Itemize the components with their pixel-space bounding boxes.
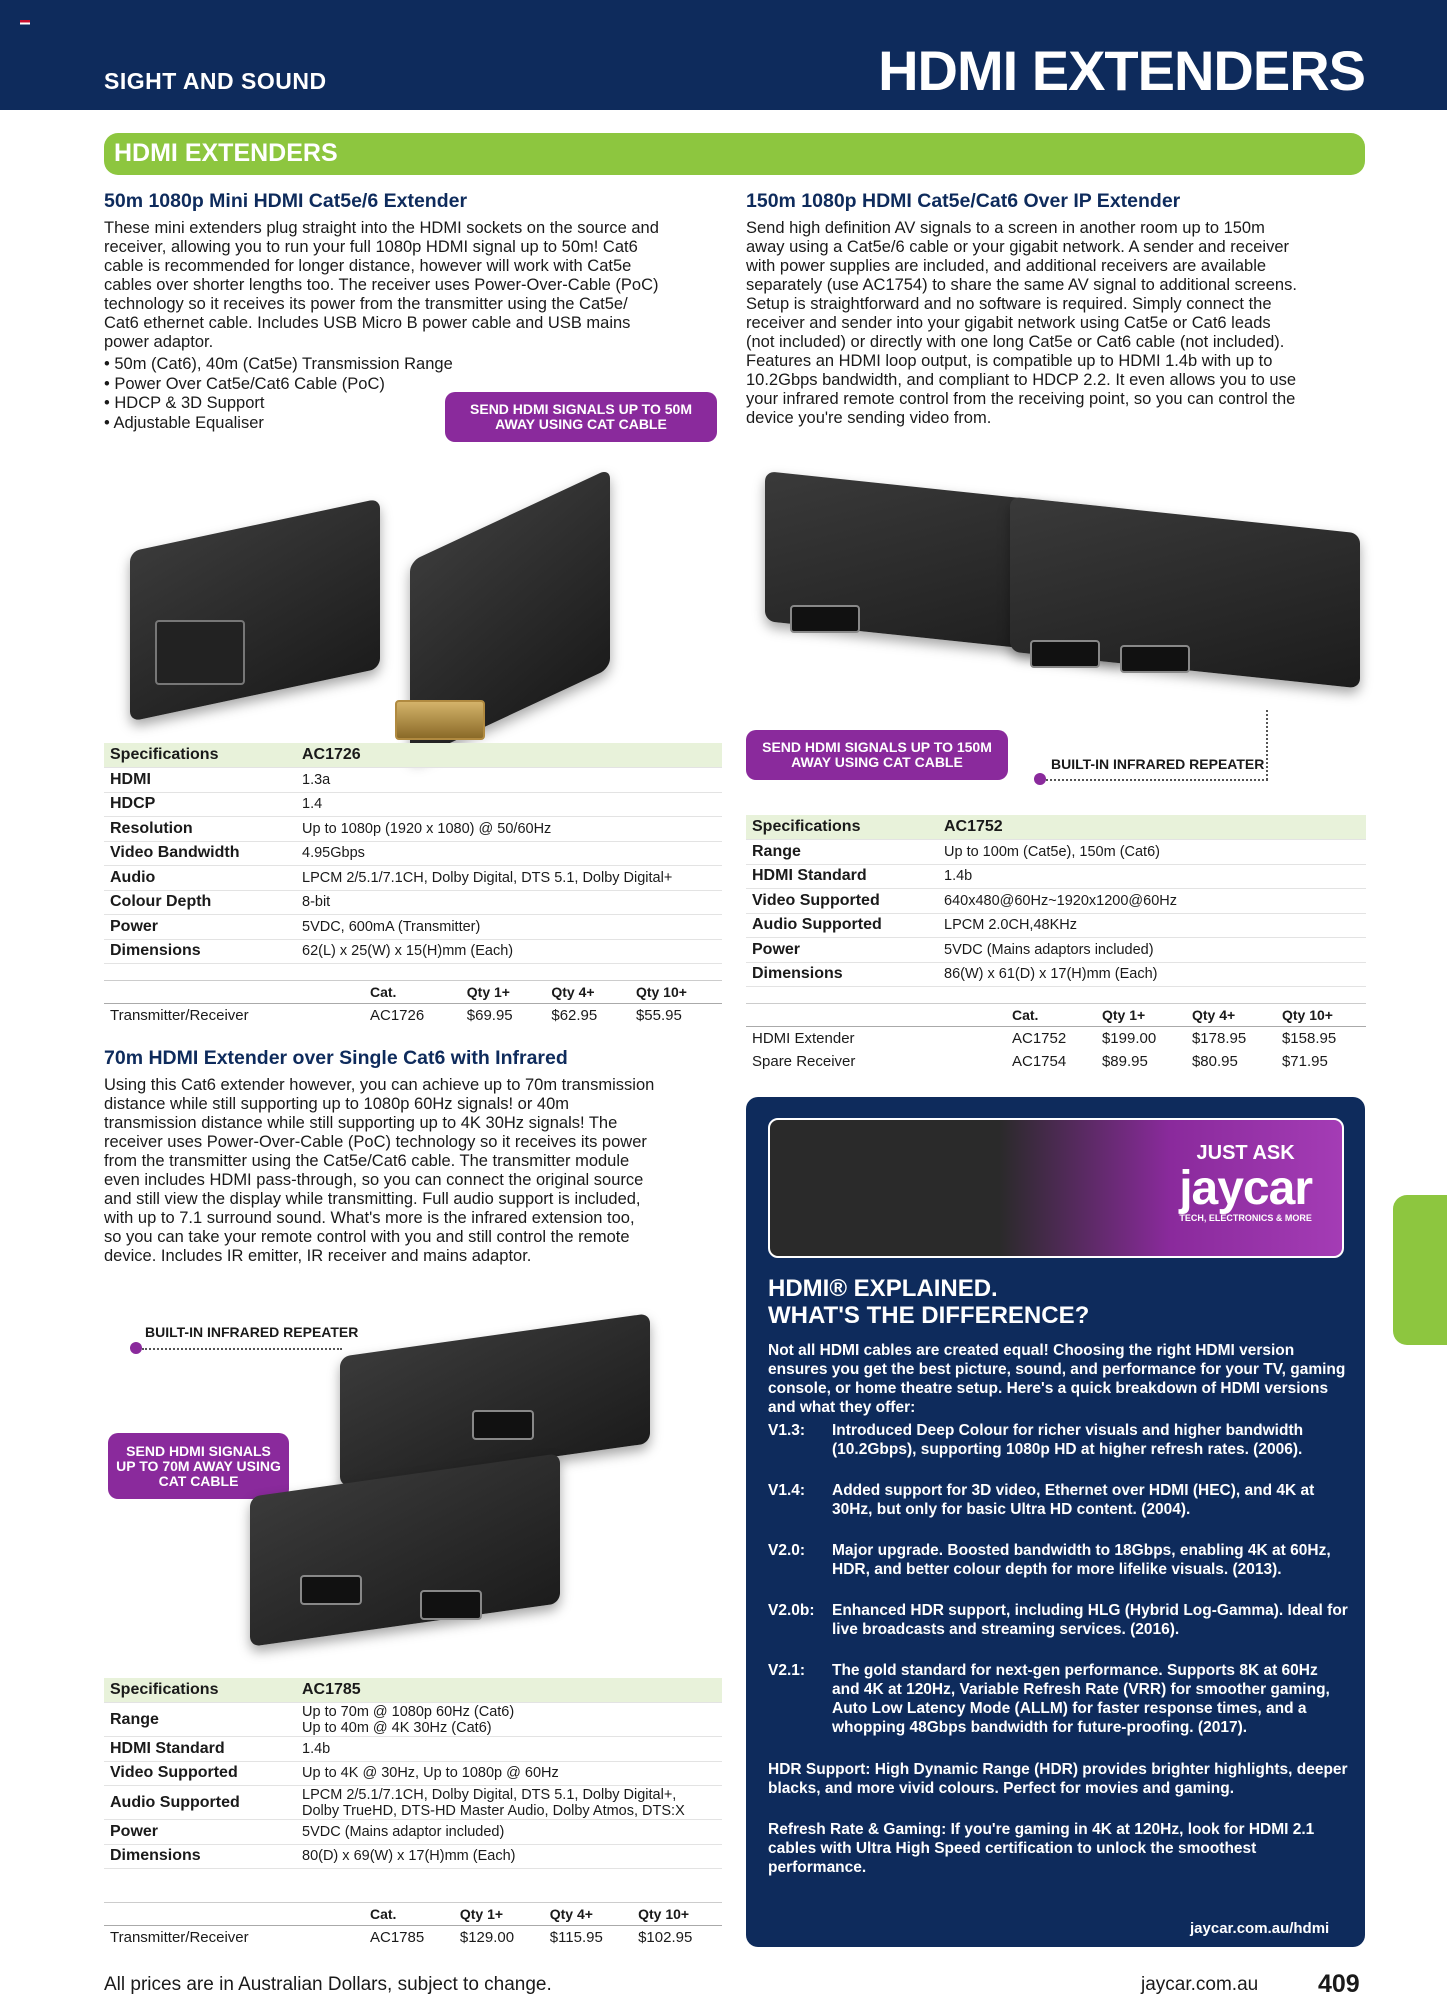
product-title: 70m HDMI Extender over Single Cat6 with Infrared xyxy=(104,1047,568,1069)
price-table xyxy=(746,1003,1366,1073)
version-item xyxy=(768,1661,1348,1737)
price-value: $102.95 xyxy=(632,1926,722,1949)
price-item: Transmitter/Receiver xyxy=(104,1926,364,1949)
feature-badge: SEND HDMI SIGNALS UP TO 150M AWAY USING CAT CABLE xyxy=(746,730,1008,780)
version-text: Major upgrade. Boosted bandwidth to 18Gbps, enabling 4K at 60Hz, HDR, and better colour depth for more lifelike visuals. (2013). xyxy=(832,1542,1331,1578)
spec-row xyxy=(104,1761,722,1786)
spec-value: 62(L) x 25(W) x 15(H)mm (Each) xyxy=(296,939,722,964)
spec-value: 1.4b xyxy=(296,1737,722,1762)
price-header: Qty 1+ xyxy=(454,1903,544,1926)
price-value: $71.95 xyxy=(1281,1052,1328,1070)
price-table xyxy=(104,980,722,1027)
spec-row xyxy=(104,939,722,964)
price-header: Cat. xyxy=(364,1903,454,1926)
spec-row xyxy=(104,915,722,940)
spec-value: Up to 4K @ 30Hz, Up to 1080p @ 60Hz xyxy=(296,1761,722,1786)
price-header: Qty 10+ xyxy=(1276,1004,1366,1027)
price-value: $69.95 xyxy=(461,1004,546,1027)
version-label: V2.0b: xyxy=(768,1602,815,1619)
spec-value: 1.3a xyxy=(296,768,722,793)
spec-value: 5VDC (Mains adaptors included) xyxy=(938,938,1366,963)
price-item: Transmitter/Receiver xyxy=(104,1004,364,1027)
price-row xyxy=(104,1926,722,1949)
jaycar-logo xyxy=(1179,1142,1312,1223)
spec-key: Dimensions xyxy=(104,1844,296,1869)
page-title: HDMI EXTENDERS xyxy=(878,39,1365,102)
version-item xyxy=(768,1601,1348,1639)
spec-key: Range xyxy=(104,1703,296,1737)
price-value: $199.00 xyxy=(1096,1027,1186,1050)
spec-row xyxy=(104,890,722,915)
version-label: V2.0: xyxy=(768,1542,806,1559)
product-description: These mini extenders plug straight into the HDMI sockets on the source and receiver, allowing you to run your full 1080p HDMI signal up to 50m! Cat6 cable is recommended for longer distance, however will work with Cat5e cables over shorter lengths too. The receiver uses Power-Over-Cable (PoC) technology so it receives its power from the transmitter using the Cat5e/ Cat6 ethernet cable. Includes USB Micro B power cable and USB mains power adaptor. xyxy=(104,219,659,351)
spec-value: Up to 100m (Cat5e), 150m (Cat6) xyxy=(938,840,1366,865)
price-header: Qty 1+ xyxy=(461,981,546,1004)
hdr-note: HDR Support: High Dynamic Range (HDR) provides brighter highlights, deeper blacks, and more vivid colours. Perfect for movies and gaming. xyxy=(768,1761,1348,1797)
spec-key: Power xyxy=(104,1820,296,1845)
logo-text: jaycar xyxy=(1179,1162,1312,1215)
price-header: Qty 1+ xyxy=(1096,1004,1186,1027)
page-number: 409 xyxy=(1318,1970,1360,1998)
spec-key: Audio Supported xyxy=(746,913,938,938)
price-item: Spare Receiver xyxy=(752,1052,856,1070)
version-item xyxy=(768,1481,1348,1519)
price-header: Qty 10+ xyxy=(630,981,722,1004)
feature-item: • 50m (Cat6), 40m (Cat5e) Transmission Range xyxy=(104,355,453,373)
spec-cat: AC1726 xyxy=(296,743,722,768)
spec-row xyxy=(104,866,722,891)
spec-value: 86(W) x 61(D) x 17(H)mm (Each) xyxy=(938,962,1366,987)
price-header xyxy=(746,1004,1006,1027)
section-tab xyxy=(1393,1195,1447,1345)
just-ask-label: JUST ASK xyxy=(1196,1142,1295,1164)
price-value: $115.95 xyxy=(544,1926,632,1949)
price-header xyxy=(104,1903,364,1926)
price-value: $158.95 xyxy=(1276,1027,1366,1050)
spec-value: 5VDC, 600mA (Transmitter) xyxy=(296,915,722,940)
product-image xyxy=(110,455,720,755)
spec-key: Resolution xyxy=(104,817,296,842)
product-title: 50m 1080p Mini HDMI Cat5e/6 Extender xyxy=(104,190,468,212)
promo-intro: Not all HDMI cables are created equal! Choosing the right HDMI version ensures you get the best picture, sound, and performance for your TV, gaming console, or home theatre setup. Here's a quick breakdown of HDMI versions and what they offer: xyxy=(768,1342,1346,1416)
site-url[interactable]: jaycar.com.au xyxy=(1141,1974,1259,1995)
section-label: SIGHT AND SOUND xyxy=(104,68,327,94)
jaycar-banner xyxy=(768,1118,1344,1258)
spec-row xyxy=(104,1786,722,1820)
spec-value: 5VDC (Mains adaptor included) xyxy=(296,1820,722,1845)
spec-header: Specifications xyxy=(104,1678,296,1703)
refresh-note: Refresh Rate & Gaming: If you're gaming in 4K at 120Hz, look for HDMI 2.1 cables with Ultra High Speed certification to unlock the smoothest performance. xyxy=(768,1821,1315,1876)
spec-value: LPCM 2/5.1/7.1CH, Dolby Digital, DTS 5.1, Dolby Digital+ xyxy=(296,866,722,891)
feature-item: • Power Over Cat5e/Cat6 Cable (PoC) xyxy=(104,374,385,393)
feature-list xyxy=(104,355,453,433)
feature-item: • HDCP & 3D Support xyxy=(104,394,265,412)
price-row xyxy=(104,1004,722,1027)
spec-row xyxy=(104,817,722,842)
spec-value: LPCM 2.0CH,48KHz xyxy=(938,913,1366,938)
spec-row xyxy=(746,913,1366,938)
price-header: Qty 10+ xyxy=(632,1903,722,1926)
price-header: Qty 4+ xyxy=(545,981,630,1004)
spec-row xyxy=(104,1820,722,1845)
spec-key: Colour Depth xyxy=(104,890,296,915)
leader-line xyxy=(1046,779,1268,781)
feature-badge: SEND HDMI SIGNALS UP TO 50M AWAY USING CAT CABLE xyxy=(445,392,717,442)
price-row xyxy=(746,1050,1366,1073)
price-cat: AC1752 xyxy=(1006,1027,1096,1050)
version-label: V1.3: xyxy=(768,1422,806,1439)
spec-row xyxy=(104,1703,722,1737)
product-image xyxy=(760,455,1365,705)
category-title: HDMI EXTENDERS xyxy=(114,139,338,167)
spec-table xyxy=(104,743,722,964)
promo-link[interactable]: jaycar.com.au/hdmi xyxy=(1190,1920,1330,1937)
spec-key: Audio Supported xyxy=(104,1786,296,1820)
spec-key: Power xyxy=(104,915,296,940)
version-item xyxy=(768,1541,1348,1579)
feature-item: • Adjustable Equaliser xyxy=(104,413,264,432)
price-table xyxy=(104,1902,722,1949)
price-cat: AC1726 xyxy=(364,1004,461,1027)
spec-key: Dimensions xyxy=(746,962,938,987)
spec-value: 640x480@60Hz~1920x1200@60Hz xyxy=(938,889,1366,914)
version-label: V2.1: xyxy=(768,1662,806,1679)
price-cat: AC1754 xyxy=(1012,1052,1067,1070)
spec-row xyxy=(104,792,722,817)
version-text: Introduced Deep Colour for richer visuals and higher bandwidth (10.2Gbps), supporting 1080p HD at higher refresh rates. (2006). xyxy=(832,1422,1304,1458)
spec-value: 1.4b xyxy=(938,864,1366,889)
version-text: The gold standard for next-gen performance. Supports 8K at 60Hz and 4K at 120Hz, Variable Refresh Rate (VRR) for smoother gaming, Auto Low Latency Mode (ALLM) for faster response times, and a whopping 48Gbps bandwidth for future-proofing. (2017). xyxy=(832,1662,1330,1736)
price-note: All prices are in Australian Dollars, subject to change. xyxy=(104,1974,552,1995)
marker-dot-icon xyxy=(1034,773,1046,785)
spec-key: Audio xyxy=(104,866,296,891)
logo-tagline: TECH, ELECTRONICS & MORE xyxy=(1179,1213,1312,1223)
product-image xyxy=(240,1305,720,1655)
marker-dot-icon xyxy=(130,1342,142,1354)
price-item: HDMI Extender xyxy=(746,1027,1006,1050)
price-cat: AC1785 xyxy=(364,1926,454,1949)
spec-key: HDMI Standard xyxy=(104,1737,296,1762)
promo-heading: HDMI® EXPLAINED. WHAT'S THE DIFFERENCE? xyxy=(768,1275,1090,1329)
spec-value: 4.95Gbps xyxy=(296,841,722,866)
spec-key: Dimensions xyxy=(104,939,296,964)
spec-row xyxy=(104,1844,722,1869)
spec-row xyxy=(746,864,1366,889)
price-value: $178.95 xyxy=(1186,1027,1276,1050)
version-text: Enhanced HDR support, including HLG (Hybrid Log-Gamma). Ideal for live broadcasts and streaming services. (2016). xyxy=(832,1602,1348,1638)
price-value: $55.95 xyxy=(630,1004,722,1027)
category-band xyxy=(104,133,1365,175)
spec-cat: AC1785 xyxy=(296,1678,722,1703)
product-title: 150m 1080p HDMI Cat5e/Cat6 Over IP Extender xyxy=(746,190,1181,212)
feature-badge: SEND HDMI SIGNALS UP TO 70M AWAY USING CAT CABLE xyxy=(108,1433,289,1499)
spec-header: Specifications xyxy=(746,815,938,840)
spec-table xyxy=(104,1678,722,1869)
price-header: Cat. xyxy=(364,981,461,1004)
spec-key: Range xyxy=(746,840,938,865)
spec-row xyxy=(746,840,1366,865)
ir-repeater-label: BUILT-IN INFRARED REPEATER xyxy=(145,1324,359,1340)
price-value: $129.00 xyxy=(454,1926,544,1949)
spec-key: HDCP xyxy=(104,792,296,817)
ir-repeater-label: BUILT-IN INFRARED REPEATER xyxy=(1051,756,1265,772)
version-text: Added support for 3D video, Ethernet over HDMI (HEC), and 4K at 30Hz, but only for basic Ultra HD content. (2004). xyxy=(832,1482,1315,1518)
spec-row xyxy=(746,889,1366,914)
spec-key: HDMI Standard xyxy=(746,864,938,889)
spec-value: LPCM 2/5.1/7.1CH, Dolby Digital, DTS 5.1, Dolby Digital+, Dolby TrueHD, DTS-HD Master Audio, Dolby Atmos, DTS:X xyxy=(296,1786,722,1820)
price-header: Cat. xyxy=(1006,1004,1096,1027)
spec-key: Power xyxy=(746,938,938,963)
price-header xyxy=(104,981,364,1004)
spec-header: Specifications xyxy=(104,743,296,768)
price-value: $80.95 xyxy=(1191,1052,1238,1070)
price-value: $62.95 xyxy=(545,1004,630,1027)
spec-value: 1.4 xyxy=(296,792,722,817)
version-label: V1.4: xyxy=(768,1482,806,1499)
product-description: Send high definition AV signals to a screen in another room up to 150m away using a Cat5e/6 cable or your gigabit network. A sender and receiver with power supplies are included, and additional receivers are available separately (use AC1754) to share the same AV signal to additional screens. Setup is straightforward and no software is required. Simply connect the receiver and sender into your gigabit network using Cat5e or Cat6 leads (not included) or directly with one long Cat5e or Cat6 cable (not included). Features an HDMI loop output, is compatible up to HDMI 1.4b with up to 10.2Gbps bandwidth, and compliant to HDCP 2.2. It even allows you to use your infrared remote control from the receiving point, so you can control the device you're sending video from. xyxy=(746,219,1297,427)
spec-value: 80(D) x 69(W) x 17(H)mm (Each) xyxy=(296,1844,722,1869)
flag-icon xyxy=(20,20,30,27)
spec-value: Up to 1080p (1920 x 1080) @ 50/60Hz xyxy=(296,817,722,842)
spec-row xyxy=(746,962,1366,987)
spec-key: Video Supported xyxy=(746,889,938,914)
leader-line xyxy=(1266,710,1268,780)
version-item xyxy=(768,1421,1348,1459)
spec-value: Up to 70m @ 1080p 60Hz (Cat6) Up to 40m @ 4K 30Hz (Cat6) xyxy=(296,1703,722,1737)
spec-key: HDMI xyxy=(104,768,296,793)
spec-row xyxy=(104,841,722,866)
spec-row xyxy=(746,938,1366,963)
product-description: Using this Cat6 extender however, you can achieve up to 70m transmission distance while still supporting up to 1080p 60Hz signals! or 40m transmission distance while still supporting up to 4K 30Hz signals! The receiver uses Power-Over-Cable (PoC) technology so it receives its power from the transmitter using the Cat5e/Cat6 cable. The transmitter module even includes HDMI pass-through, so you can connect the original source and still view the display while transmitting. Full audio support is included, with up to 7.1 surround sound. What's more is the infrared extension too, so you can take your remote control with you and still control the remote device. Includes IR emitter, IR receiver and mains adaptor. xyxy=(104,1076,655,1265)
price-header: Qty 4+ xyxy=(1186,1004,1276,1027)
spec-value: 8-bit xyxy=(296,890,722,915)
spec-row xyxy=(104,1737,722,1762)
spec-key: Video Bandwidth xyxy=(104,841,296,866)
spec-cat: AC1752 xyxy=(938,815,1366,840)
spec-row xyxy=(104,768,722,793)
spec-table xyxy=(746,815,1366,987)
spec-key: Video Supported xyxy=(104,1761,296,1786)
price-row xyxy=(746,1027,1366,1050)
price-value: $89.95 xyxy=(1101,1052,1148,1070)
price-header: Qty 4+ xyxy=(544,1903,632,1926)
